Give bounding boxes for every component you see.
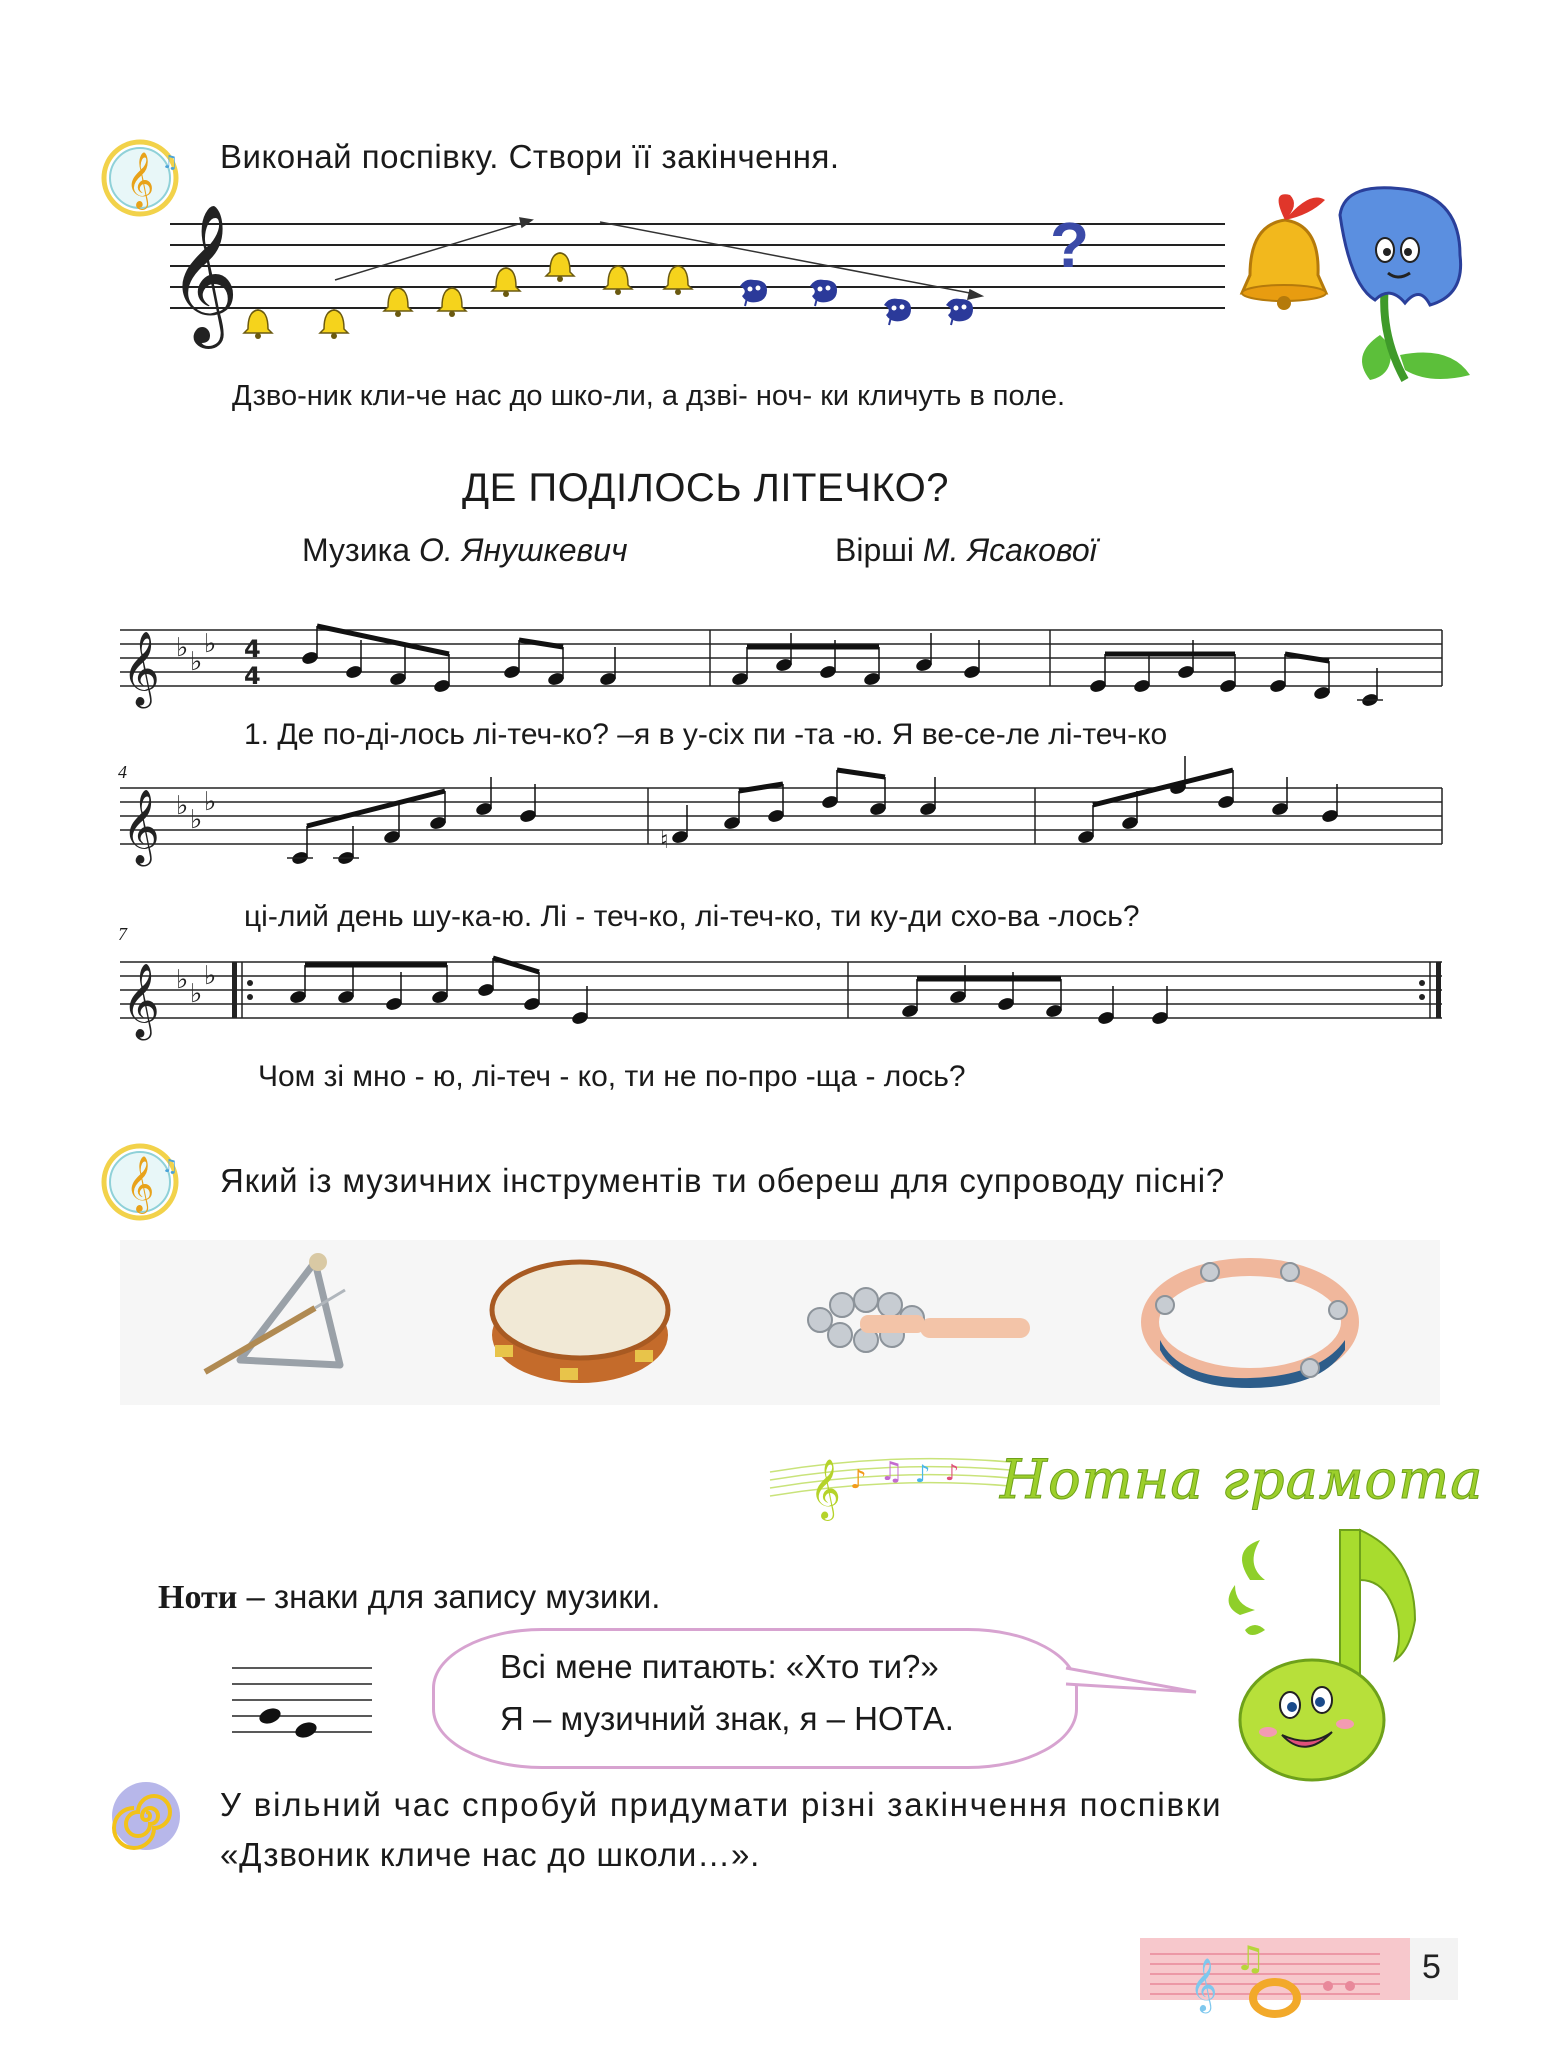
svg-text:♭: ♭: [204, 787, 217, 817]
lyrics-label: Вірші: [835, 532, 915, 568]
yellow-bell-icon: [661, 261, 695, 295]
song-lyrics-line-2: ці-лий день шу-ка-ю. Лі - теч-ко, лі-теч-ко, ти ку-ди схо-ва -лось?: [244, 900, 1140, 933]
notes-example-staff: [232, 1660, 372, 1750]
svg-text:𝄞: 𝄞: [1190, 1957, 1218, 2011]
treble-clef: 𝄞: [168, 204, 239, 343]
bubble-line-2: Я – музичний знак, я – НОТА.: [500, 1700, 954, 1737]
svg-text:𝄞: 𝄞: [122, 790, 160, 864]
question-mark: ?: [1050, 209, 1090, 281]
svg-text:𝄞: 𝄞: [810, 1459, 841, 1519]
triangle-icon[interactable]: [195, 1250, 375, 1390]
song-lyrics-line-1: 1. Де по-ді-лось лі-теч-ко? –я в у-сіх пи -та -ю. Я ве-се-ле лі-теч-ко: [244, 718, 1168, 751]
yellow-bell-icon: [435, 283, 469, 317]
note-beam: [739, 784, 783, 791]
svg-text:♭: ♭: [204, 961, 217, 991]
task2-instruction: Який із музичних інструментів ти обереш для супроводу пісні?: [220, 1162, 1226, 1199]
notes-definition: [158, 1578, 660, 1617]
blue-bell-icon: [943, 295, 977, 329]
spiral-icon: [110, 1780, 182, 1852]
task1-instruction: Виконай поспівку. Створи її закінчення.: [220, 138, 840, 175]
svg-text:♭: ♭: [204, 629, 217, 659]
svg-text:♫: ♫: [162, 1156, 179, 1177]
yellow-bell-icon: [543, 248, 577, 282]
svg-text:♭: ♭: [190, 647, 203, 677]
yellow-bell-icon: [601, 261, 635, 295]
svg-text:♫: ♫: [162, 152, 179, 173]
page-bar-music-decoration: [1150, 1920, 1380, 2020]
time-signature-bottom: 4: [244, 662, 261, 690]
song-poet-credit: [835, 532, 1097, 569]
note-beam: [307, 791, 445, 826]
svg-text:♭: ♭: [190, 979, 203, 1009]
svg-text:♭: ♭: [176, 633, 189, 663]
measure-number-7: 7: [118, 924, 127, 944]
notation-heading: Нотна грамота: [1000, 1448, 1484, 1511]
measure-number-4: 4: [118, 762, 127, 782]
notes-term: Ноти: [158, 1579, 238, 1616]
song-title: ДЕ ПОДІЛОСЬ ЛІТЕЧКО?: [462, 466, 950, 510]
blue-bell-icon: [881, 295, 915, 329]
svg-text:♫: ♫: [1235, 1939, 1266, 1979]
note-character-illustration: [1220, 1510, 1430, 1790]
jingle-stick-icon[interactable]: [800, 1270, 1040, 1370]
blue-bell-icon: [737, 276, 771, 310]
bell-flower-illustration: [1230, 185, 1480, 385]
song-staff-3: [120, 952, 1450, 1052]
music-staff-decoration: [770, 1440, 1010, 1520]
song-staff-2: [120, 778, 1450, 878]
song-staff-1: [120, 620, 1450, 720]
note-beam: [519, 640, 563, 647]
svg-text:𝄞: 𝄞: [125, 1156, 155, 1212]
hobby-line-1: У вільний час спробуй придумати різні закінчення поспівки: [220, 1786, 1223, 1823]
tambourine-icon[interactable]: [1140, 1250, 1360, 1390]
yellow-bell-icon: [381, 283, 415, 317]
music-label: Музика: [302, 532, 411, 568]
svg-text:♮: ♮: [660, 826, 669, 854]
note-beam: [493, 958, 539, 972]
time-signature-top: 4: [244, 635, 261, 663]
note-beam: [1285, 654, 1329, 661]
bubble-line-1: Всі мене питають: «Хто ти?»: [500, 1648, 939, 1685]
composer-name: О. Янушкевич: [418, 532, 628, 568]
song-composer-credit: [302, 532, 628, 569]
svg-text:♪: ♪: [850, 1465, 867, 1495]
svg-text:♭: ♭: [190, 805, 203, 835]
note-beam: [837, 770, 885, 777]
yellow-bell-icon: [317, 305, 351, 339]
speech-bubble-tail: [1066, 1660, 1206, 1700]
svg-text:𝄞: 𝄞: [125, 152, 155, 208]
page-number: 5: [1422, 1948, 1441, 1986]
yellow-bell-icon: [489, 263, 523, 297]
svg-text:𝄞: 𝄞: [122, 964, 160, 1038]
svg-text:♪: ♪: [945, 1461, 960, 1486]
notes-definition-text: – знаки для запису музики.: [237, 1578, 661, 1615]
task1-lyrics: Дзво-ник кли-че нас до шко-ли, а дзві- ноч- ки кличуть в поле.: [232, 380, 1066, 412]
svg-text:♭: ♭: [176, 791, 189, 821]
song-lyrics-line-3: Чом зі мно - ю, лі-теч - ко, ти не по-про -ща - лось?: [258, 1060, 966, 1093]
yellow-bell-icon: [241, 305, 275, 339]
svg-text:𝄞: 𝄞: [122, 632, 160, 706]
tambourine-drum-icon[interactable]: [485, 1250, 675, 1390]
hobby-line-2: «Дзвоник кличе нас до школи…».: [220, 1836, 761, 1873]
treble-clef-task-icon: [100, 1142, 180, 1222]
svg-text:♪: ♪: [915, 1460, 931, 1488]
svg-text:♫: ♫: [880, 1457, 904, 1487]
poet-name: М. Ясакової: [922, 532, 1097, 568]
svg-text:♭: ♭: [176, 965, 189, 995]
blue-bell-icon: [807, 276, 841, 310]
